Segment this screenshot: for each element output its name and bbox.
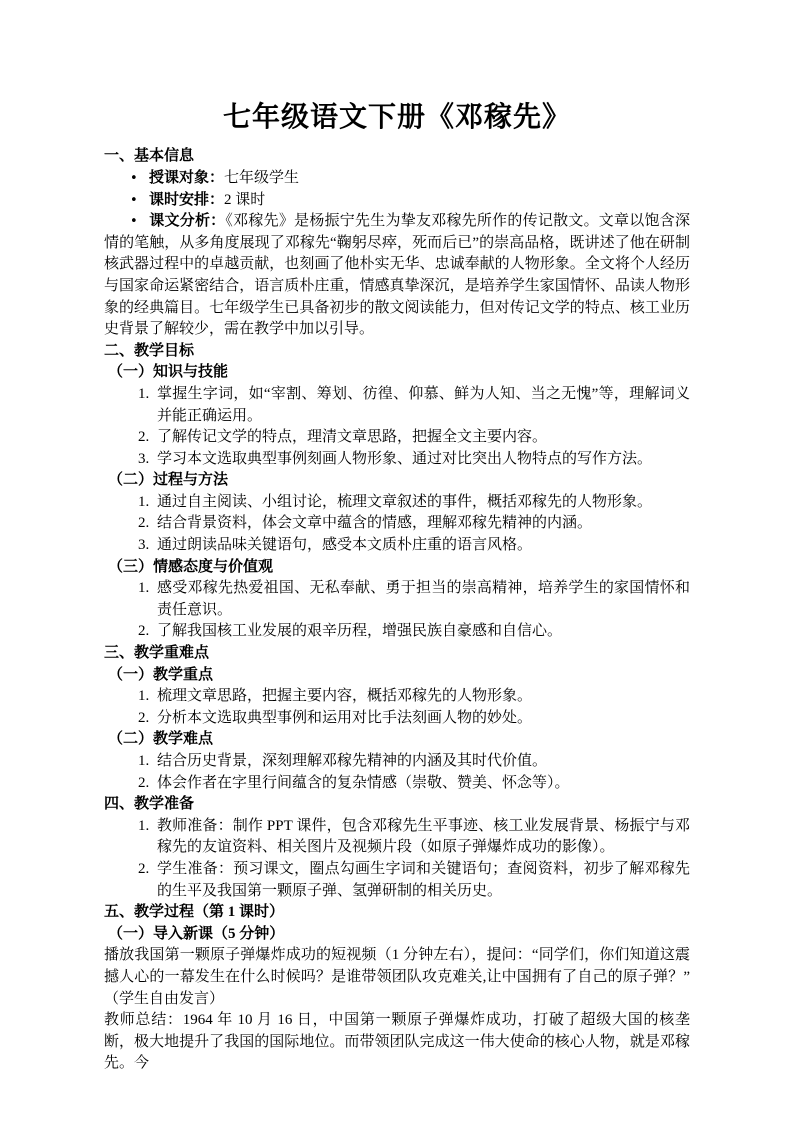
sub-heading: （三）情感态度与价值观 bbox=[108, 558, 274, 575]
bullet-text: 《邓稼先》是杨振宁先生为挚友邓稼先所作的传记散文。文章以饱含深情的笔触，从多角度展现了邓稼先“鞠躬尽瘁，死而后已”的崇高品格，既讲述了他在研制核武器过程中的卓越贡献，也刻画了他朴实无华、忠诚奉献的人物形象。全文将个人经历与国家命运紧密结合，语言质朴庄重，情感真挚深沉，是培养学生家国情怀、品读人物形象的经典篇目。七年级学生已具备初步的散文阅读能力，但对传记文学的特点、核工业历史背景了解较少，需在教学中加以引导。 bbox=[104, 213, 690, 338]
item-number: 3. bbox=[138, 537, 150, 554]
section-heading: 三、教学重难点 bbox=[104, 645, 210, 662]
document-title: 七年级语文下册《邓稼先》 bbox=[222, 102, 571, 133]
item-text: 通过朗读品味关键语句，感受本文质朴庄重的语言风格。 bbox=[157, 537, 533, 554]
item-text: 分析本文选取典型事例和运用对比手法刻画人物的妙处。 bbox=[157, 709, 533, 726]
bullet-label: 课文分析： bbox=[149, 213, 226, 230]
numbered-item bbox=[104, 859, 690, 902]
section-heading: 二、教学目标 bbox=[104, 342, 195, 359]
item-number: 3. bbox=[138, 450, 150, 467]
numbered-item bbox=[104, 513, 690, 535]
sub-heading: （二）教学难点 bbox=[108, 731, 214, 748]
item-text: 通过自主阅读、小组讨论，梳理文章叙述的事件，概括邓稼先的人物形象。 bbox=[157, 493, 653, 510]
item-text: 体会作者在字里行间蕴含的复杂情感（崇敬、赞美、怀念等）。 bbox=[157, 774, 570, 791]
item-number: 1. bbox=[138, 385, 150, 402]
bullet-text: 2 课时 bbox=[224, 191, 266, 208]
bullet-text: 七年级学生 bbox=[224, 169, 300, 186]
numbered-item bbox=[104, 708, 690, 730]
bullet-label: 授课对象： bbox=[149, 169, 225, 186]
bullet-item bbox=[104, 211, 690, 341]
bullet-item bbox=[104, 168, 690, 190]
item-text: 学生准备：预习课文，圈点勾画生字词和关键语句；查阅资料，初步了解邓稼先的生平及我国第一颗原子弹、氢弹研制的相关历史。 bbox=[157, 860, 690, 899]
bullet-icon: • bbox=[130, 170, 138, 186]
numbered-item bbox=[104, 492, 690, 514]
item-number: 2. bbox=[138, 429, 150, 446]
item-text: 学习本文选取典型事例刻画人物形象、通过对比突出人物特点的写作方法。 bbox=[157, 450, 653, 467]
numbered-item bbox=[104, 751, 690, 773]
numbered-item bbox=[104, 535, 690, 557]
item-number: 1. bbox=[138, 688, 150, 705]
bullet-label: 课时安排： bbox=[149, 191, 225, 208]
numbered-item bbox=[104, 816, 690, 859]
item-text: 掌握生字词，如“宰割、筹划、彷徨、仰慕、鲜为人知、当之无愧”等，理解词义并能正确运用。 bbox=[157, 385, 690, 424]
numbered-item bbox=[104, 427, 690, 449]
item-text: 感受邓稼先热爱祖国、无私奉献、勇于担当的崇高精神，培养学生的家国情怀和责任意识。 bbox=[157, 580, 690, 618]
item-number: 2. bbox=[138, 774, 150, 791]
item-number: 1. bbox=[138, 493, 150, 510]
sub-heading: （二）过程与方法 bbox=[108, 472, 229, 489]
item-number: 1. bbox=[138, 580, 150, 597]
item-text: 教师准备：制作 PPT 课件，包含邓稼先生平事迹、核工业发展背景、杨振宁与邓稼先的友谊资料、相关图片及视频片段（如原子弹爆炸成功的影像）。 bbox=[157, 817, 690, 856]
section-heading: 一、基本信息 bbox=[104, 148, 195, 165]
numbered-item bbox=[104, 578, 690, 621]
item-text: 了解我国核工业发展的艰辛历程，增强民族自豪感和自信心。 bbox=[157, 623, 563, 640]
sub-heading: （一）导入新课（5 分钟） bbox=[108, 925, 285, 942]
bullet-item bbox=[104, 190, 690, 212]
item-number: 2. bbox=[138, 860, 150, 877]
sub-heading: （一）教学重点 bbox=[108, 666, 214, 683]
item-number: 2. bbox=[138, 709, 150, 726]
numbered-item bbox=[104, 686, 690, 708]
numbered-item bbox=[104, 621, 690, 643]
sub-heading: （一）知识与技能 bbox=[108, 364, 229, 381]
item-text: 梳理文章思路，把握主要内容，概括邓稼先的人物形象。 bbox=[157, 688, 533, 705]
document-body bbox=[104, 146, 690, 1075]
item-text: 结合背景资料，体会文章中蕴含的情感，理解邓稼先精神的内涵。 bbox=[157, 515, 593, 532]
item-number: 2. bbox=[138, 623, 150, 640]
item-number: 1. bbox=[138, 753, 150, 770]
item-text: 结合历史背景，深刻理解邓稼先精神的内涵及其时代价值。 bbox=[157, 753, 548, 770]
numbered-item bbox=[104, 384, 690, 427]
bullet-icon: • bbox=[130, 214, 138, 230]
paragraph: 播放我国第一颗原子弹爆炸成功的短视频（1 分钟左右），提问：“同学们，你们知道这震撼人心的一幕发生在什么时候吗？是谁带领团队攻克难关,让中国拥有了自己的原子弹？”（学生自由发言） bbox=[104, 947, 690, 1007]
item-number: 2. bbox=[138, 515, 150, 532]
section-heading: 四、教学准备 bbox=[104, 796, 195, 813]
bullet-icon: • bbox=[130, 192, 138, 208]
item-number: 1. bbox=[138, 817, 150, 834]
paragraph: 教师总结：1964 年 10 月 16 日，中国第一颗原子弹爆炸成功，打破了超级大国的核垄断，极大地提升了我国的国际地位。而带领团队完成这一伟大使命的核心人物，就是邓稼先。今 bbox=[104, 1012, 690, 1072]
numbered-item bbox=[104, 449, 690, 471]
item-text: 了解传记文学的特点，理清文章思路，把握全文主要内容。 bbox=[157, 429, 548, 446]
numbered-item bbox=[104, 773, 690, 795]
section-heading: 五、教学过程（第 1 课时） bbox=[104, 904, 285, 921]
